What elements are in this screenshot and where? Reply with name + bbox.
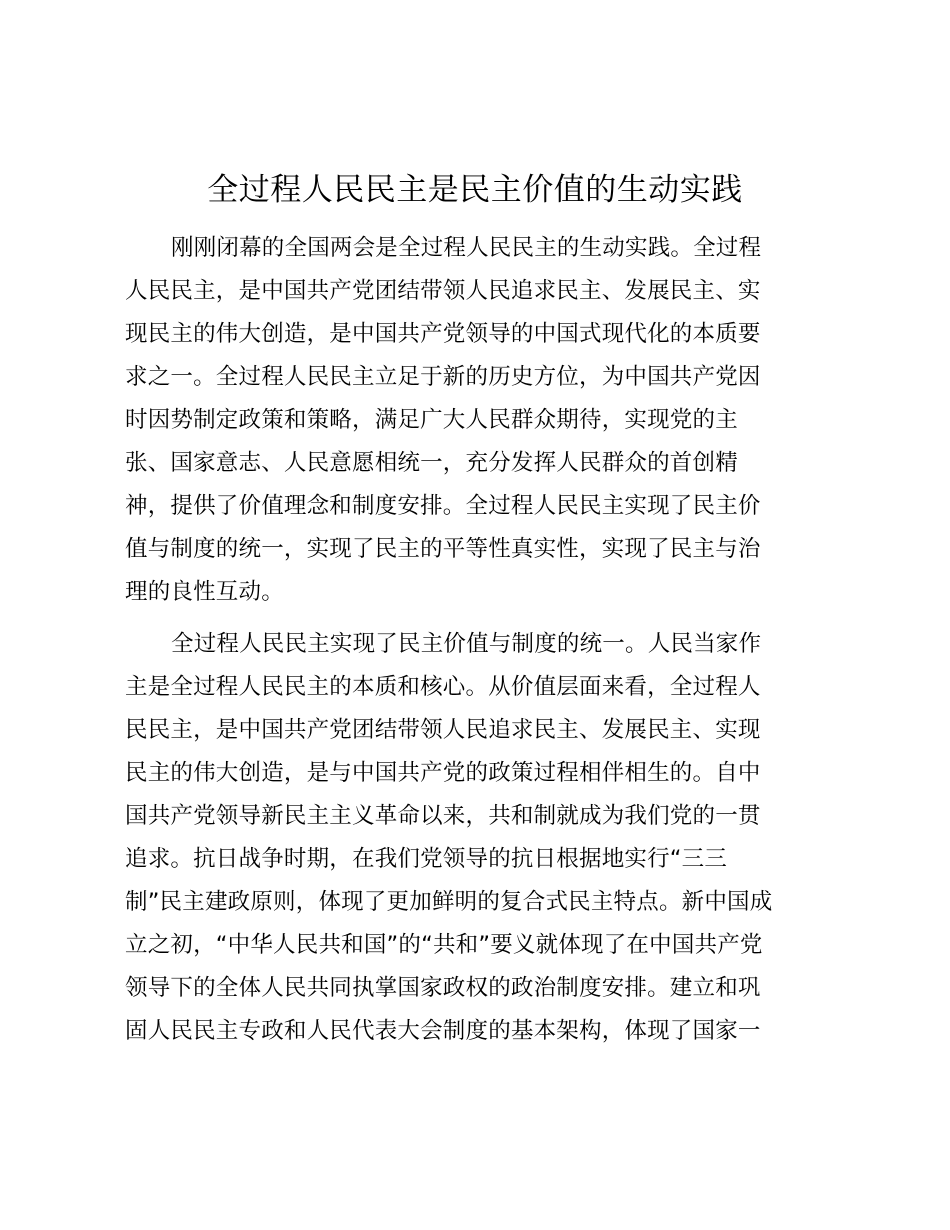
document-title: 全过程人民民主是民主价值的生动实践 xyxy=(207,172,743,208)
paragraph-line: 值与制度的统一，实现了民主的平等性真实性，实现了民主与治 xyxy=(125,536,761,562)
paragraph-line: 现民主的伟大创造，是中国共产党领导的中国式现代化的本质要 xyxy=(125,321,761,347)
paragraph-line: 制”民主建政原则，体现了更加鲜明的复合式民主特点。新中国成 xyxy=(125,889,773,915)
paragraph-line: 时因势制定政策和策略，满足广大人民群众期待，实现党的主 xyxy=(125,407,738,433)
paragraph-line: 民民主，是中国共产党团结带领人民追求民主、发展民主、实现 xyxy=(125,717,761,743)
paragraph-line: 民主的伟大创造，是与中国共产党的政策过程相伴相生的。自中 xyxy=(125,760,761,786)
paragraph-line: 固人民民主专政和人民代表大会制度的基本架构，体现了国家一 xyxy=(125,1018,761,1044)
paragraph-line: 全过程人民民主实现了民主价值与制度的统一。人民当家作 xyxy=(171,631,762,657)
paragraph-spacer xyxy=(125,614,837,623)
paragraph-line: 人民民主，是中国共产党团结带领人民追求民主、发展民主、实 xyxy=(125,278,761,304)
paragraph-line: 领导下的全体人民共同执掌国家政权的政治制度安排。建立和巩 xyxy=(125,975,761,1001)
paragraph-line: 神，提供了价值理念和制度安排。全过程人民民主实现了民主价 xyxy=(125,493,761,519)
document-body xyxy=(125,227,837,1053)
paragraph-line: 理的良性互动。 xyxy=(125,579,284,605)
paragraph-line: 国共产党领导新民主主义革命以来，共和制就成为我们党的一贯 xyxy=(125,803,761,829)
paragraph-line: 追求。抗日战争时期，在我们党领导的抗日根据地实行“三三 xyxy=(125,846,728,872)
paragraph-line: 刚刚闭幕的全国两会是全过程人民民主的生动实践。全过程 xyxy=(171,235,762,261)
paragraph-1 xyxy=(125,227,837,614)
paragraph-2 xyxy=(125,623,837,1053)
paragraph-line: 立之初，“中华人民共和国”的“共和”要义就体现了在中国共产党 xyxy=(125,932,763,958)
paragraph-line: 主是全过程人民民主的本质和核心。从价值层面来看，全过程人 xyxy=(125,674,761,700)
paragraph-line: 张、国家意志、人民意愿相统一，充分发挥人民群众的首创精 xyxy=(125,450,738,476)
paragraph-line: 求之一。全过程人民民主立足于新的历史方位，为中国共产党因 xyxy=(125,364,761,390)
